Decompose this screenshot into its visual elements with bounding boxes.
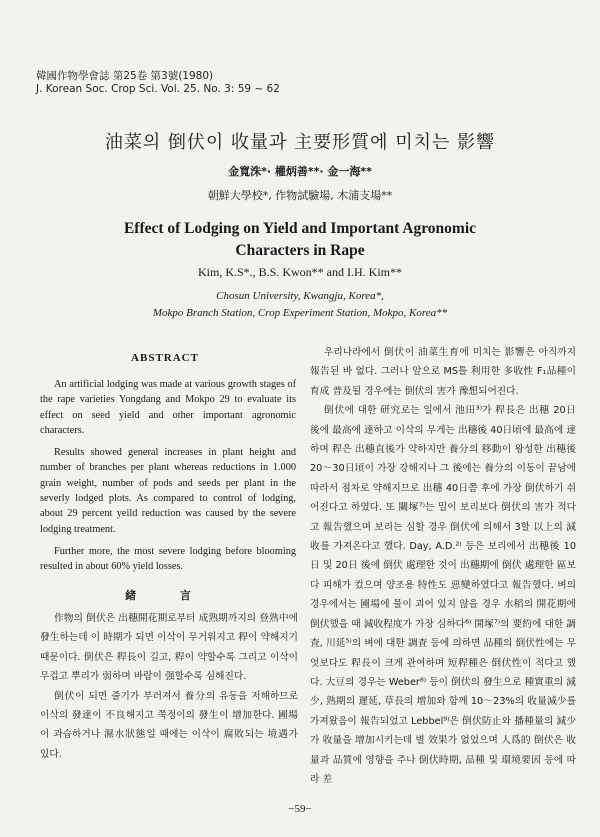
abstract-heading: ABSTRACT (131, 352, 199, 364)
abstract-paragraph: Results showed general increases in plant height and number of branches per plant whereas reductions in 1.000 grain weight, number of pods and seeds per plant in the severly lodged plots. As compared to control of lodging, about 29 percent yeild reduction was caused by the severe lodging treatment. (40, 447, 296, 535)
title-korean: 油菜의 倒伏이 收量과 主要形質에 미치는 影響 (104, 132, 496, 153)
page-number: −59− (288, 803, 312, 815)
abstract-paragraph: Further more, the most severe lodging before blooming resulted in about 60% yield losses. (40, 545, 296, 573)
introduction-left-column (40, 609, 298, 764)
title-english (0, 218, 600, 262)
introduction-paragraph: 倒伏에 대한 研究로는 일에서 池田³⁾가 稈長은 出穗 20日 後에 最高에 達하고 이삭의 무게는 出穗後 40日頃에 最高에 達하며 稈은 出穗直後가 약하지만 養分의 移動이 왕성한 出穗後 20～30日頃이 가장 강해지나 그 後에는 養分의 이동이 끝남에 따라서 점차로 약해지므로 出穗 40日쯤 후에 가장 倒伏하기 쉬어진다고 하였다. 또 關塚⁷⁾는 밀이 보리보다 倒伏의 害가 적다고 報告했으며 보리는 심할 경우 倒伏에 의해서 3할 以上의 減收를 가져온다고 했다. Day, A.D.²⁾ 등은 보리에서 出穗後 10日 및 20日 後에 倒伏 處理한 것이 出穗期에 倒伏 處理한 區보다 피해가 컸으며 양조용 特性도 惡變하였다고 報告했다. 벼의 경우에서는 圃場에 물이 괴어 있지 않을 경우 水稻의 開花期에 倒伏했을 때 減收程度가 가장 심하다⁶⁾ 開塚⁷⁾의 要約에 대한 調査, 川延⁵⁾의 벼에 대한 調査 등에 의하면 品種의 倒伏性에는 무엇보다도 稈長이 크게 관여하며 短稈種은 倒伏性이 적다고 했다. 大豆의 경우는 Weber⁸⁾ 등이 倒伏의 發生으로 種實重의 減少, 熟期의 遲延, 草長의 增加와 함께 10～23%의 收量減少를 가져왔음이 報告되었고 Lebbel⁹⁾은 倒伏防止와 播種量의 減少가 收量을 增加시키는데 별 效果가 없었으며 人爲的 倒伏은 收量과 品質에 영향을 주나 倒伏時期, 品種 및 環境要因 등에 따라 差 (310, 405, 576, 785)
journal-header (36, 70, 280, 96)
title-english-line1: Effect of Lodging on Yield and Important Agronomic (123, 220, 477, 237)
abstract-paragraph: An artificial lodging was made at various growth stages of the rape varieties Yongdang and Mokpo 29 to evaluate its effect on seed yield and other important agronomic characters. (40, 379, 296, 436)
introduction-paragraph: 倒伏이 되면 줄기가 부러져서 養分의 유동을 저해하므로 이삭의 發達이 不良해지고 쭉정이의 發生이 增加한다. 圃場이 과습하거나 濕水狀態일 때에는 이삭이 腐敗되는 境遇가 있다. (40, 690, 298, 760)
affiliation-korean: 朝鮮大學校*, 作物試驗場, 木浦支場** (207, 189, 393, 202)
title-english-line2: Characters in Rape (235, 242, 365, 259)
affiliation-english (0, 288, 600, 322)
introduction-right-column (310, 343, 576, 789)
journal-line-korean: 韓國作物學會誌 第25卷 第3號(1980) (36, 70, 214, 82)
abstract-body (40, 377, 296, 582)
authors-korean: 金寬洙*· 權炳善**· 金一海** (228, 165, 372, 178)
affiliation-english-line1: Chosun University, Kwangju, Korea*, (216, 290, 384, 302)
affiliation-english-line2: Mokpo Branch Station, Crop Experiment Station, Mokpo, Korea** (152, 307, 448, 319)
introduction-paragraph: 作物의 倒伏은 出穗開花期로부터 成熟期까지의 登熟中에 發生하는데 이 時期가 되면 이삭이 무거워지고 稈이 약해지기 때문이다. 倒伏은 稈長이 길고, 稈이 약할수록 그리고 이삭이 무겁고 뿌리가 弱하며 바람이 强할수록 심해진다. (40, 613, 298, 683)
introduction-heading: 緒 言 (125, 589, 211, 602)
authors-english: Kim, K.S*., B.S. Kwon** and I.H. Kim** (197, 265, 402, 279)
journal-line-english: J. Korean Soc. Crop Sci. Vol. 25. No. 3: 59 ~ 62 (36, 83, 280, 95)
introduction-paragraph: 우리나라에서 倒伏이 油菜生育에 미치는 影響은 아직까지 報告된 바 없다. 그러나 앞으로 MS틀 利用한 多收性 F₁品種이 育成 普及될 경우에는 倒伏의 害가 豫想되어진다. (310, 347, 576, 397)
